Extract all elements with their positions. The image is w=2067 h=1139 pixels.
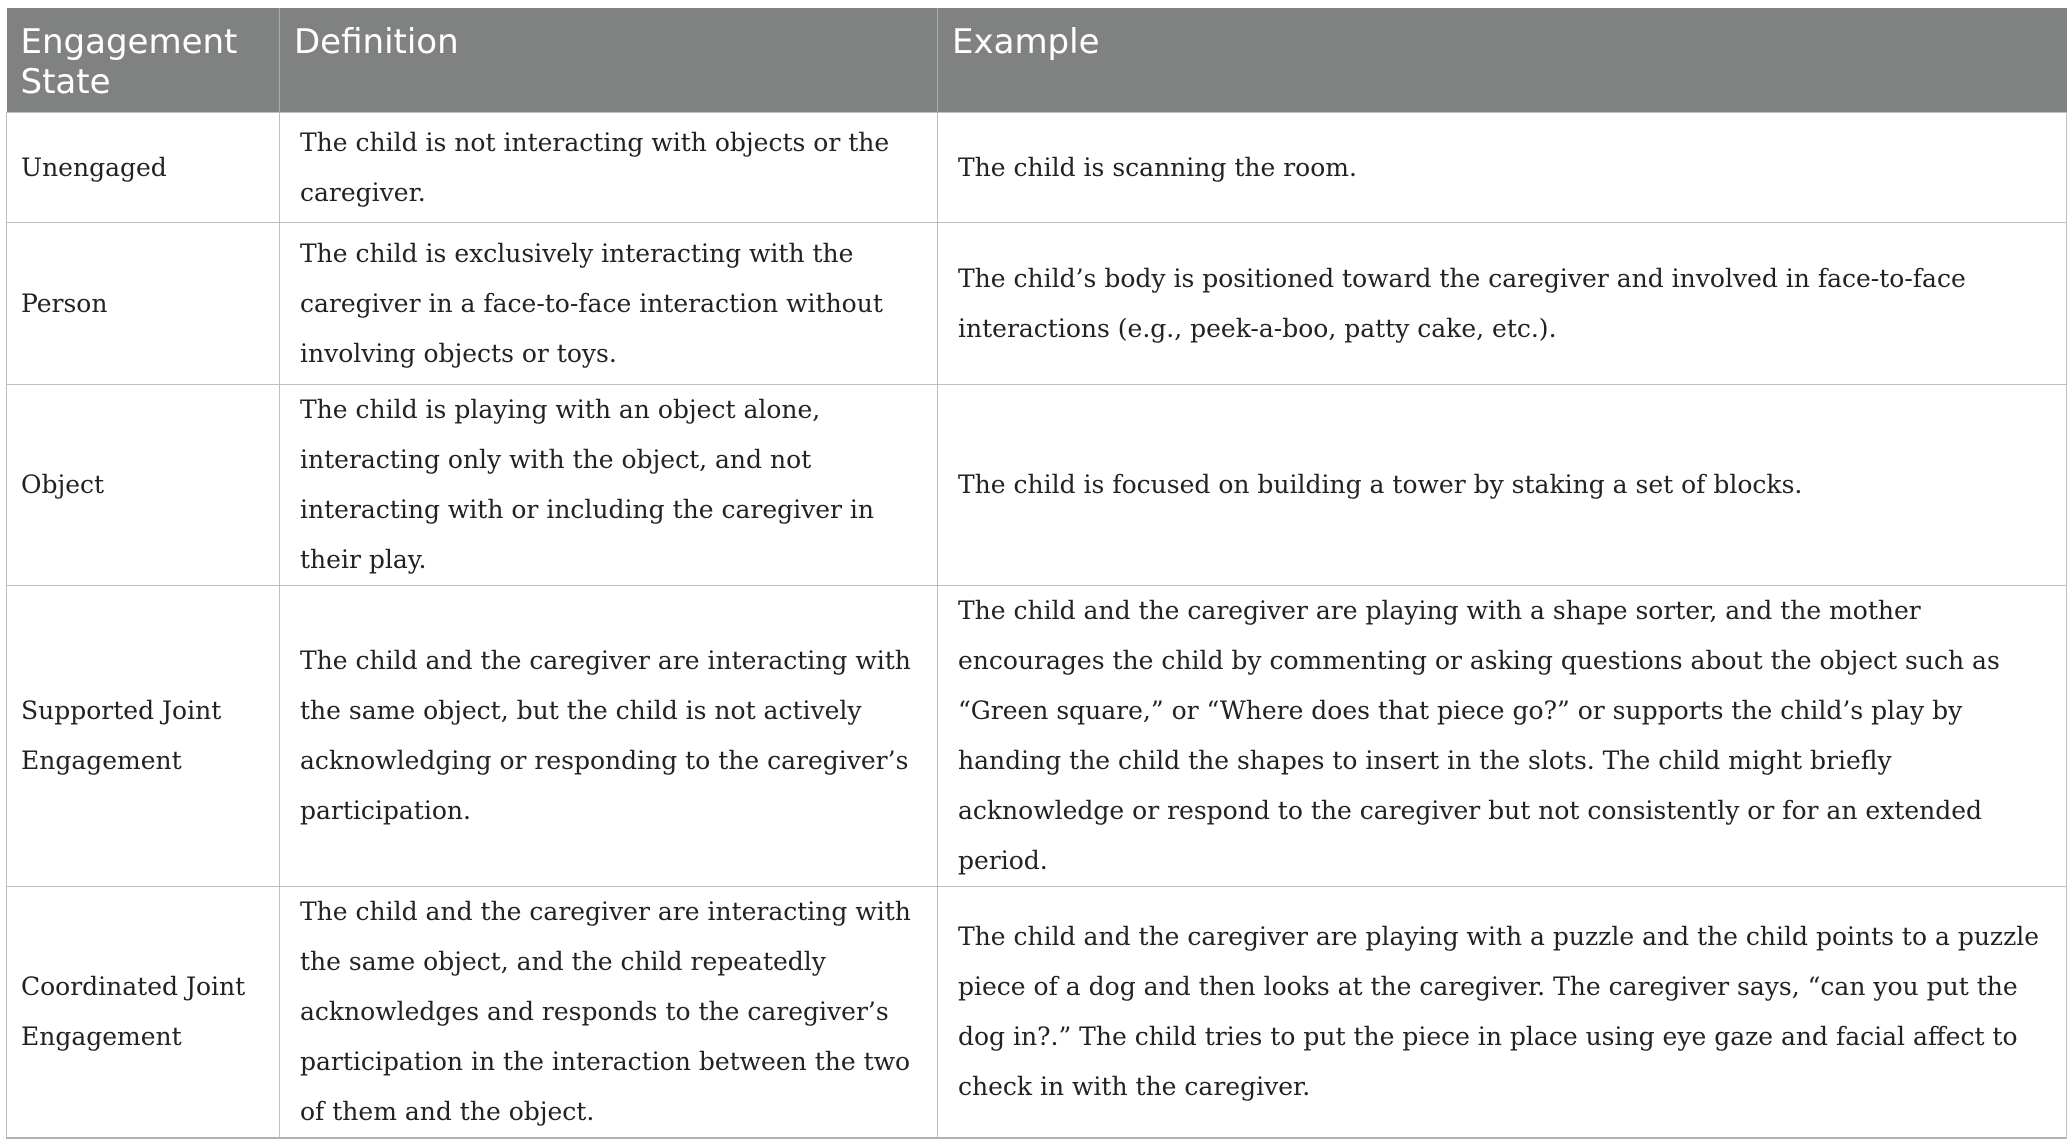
cell-definition: The child and the caregiver are interacting with the same object, and the child repeatedly acknowledges and responds to the caregiver’s participation in the interaction between the two of them and the object. <box>280 887 938 1139</box>
engagement-table-container <box>6 8 2066 1139</box>
cell-definition: The child and the caregiver are interacting with the same object, but the child is not actively acknowledging or responding to the caregiver’s participation. <box>280 586 938 887</box>
cell-state: Unengaged <box>7 113 280 223</box>
header-example: Example <box>938 8 2067 113</box>
cell-example: The child and the caregiver are playing with a puzzle and the child points to a puzzle piece of a dog and then looks at the caregiver. The caregiver says, “can you put the dog in?.” The child tries to put the piece in place using eye gaze and facial affect to check in with the caregiver. <box>938 887 2067 1139</box>
cell-state: Supported Joint Engagement <box>7 586 280 887</box>
cell-definition: The child is playing with an object alone, interacting only with the object, and not interacting with or including the caregiver in their play. <box>280 385 938 586</box>
cell-example: The child is focused on building a tower by staking a set of blocks. <box>938 385 2067 586</box>
table-row <box>7 385 2067 586</box>
engagement-states-table <box>6 8 2067 1139</box>
table-row <box>7 223 2067 385</box>
cell-example: The child and the caregiver are playing with a shape sorter, and the mother encourages the child by commenting or asking questions about the object such as “Green square,” or “Where does that piece go?” or supports the child’s play by handing the child the shapes to insert in the slots. The child might briefly acknowledge or respond to the caregiver but not consistently or for an extended period. <box>938 586 2067 887</box>
header-row <box>7 8 2067 113</box>
table-row <box>7 113 2067 223</box>
cell-definition: The child is not interacting with objects or the caregiver. <box>280 113 938 223</box>
cell-example: The child’s body is positioned toward the caregiver and involved in face-to-face interactions (e.g., peek-a-boo, patty cake, etc.). <box>938 223 2067 385</box>
header-definition: Definition <box>280 8 938 113</box>
table-body <box>7 113 2067 1139</box>
table-row <box>7 887 2067 1139</box>
cell-state: Coordinated Joint Engagement <box>7 887 280 1139</box>
header-engagement-state: Engagement State <box>7 8 280 113</box>
cell-state: Object <box>7 385 280 586</box>
table-header <box>7 8 2067 113</box>
table-row <box>7 586 2067 887</box>
cell-example: The child is scanning the room. <box>938 113 2067 223</box>
cell-definition: The child is exclusively interacting with the caregiver in a face-to-face interaction without involving objects or toys. <box>280 223 938 385</box>
cell-state: Person <box>7 223 280 385</box>
